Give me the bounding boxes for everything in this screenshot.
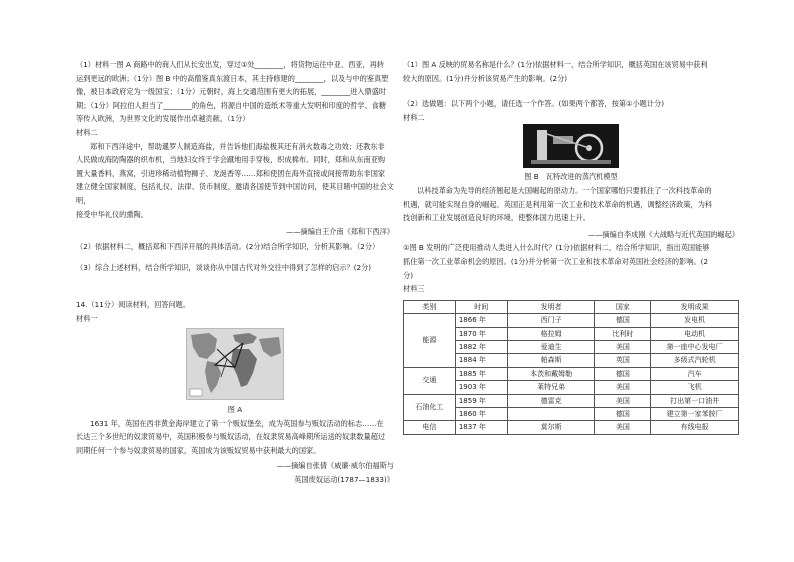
- figure-caption: 图 A: [227, 405, 243, 415]
- question-14-title: 14.（11分）阅读材料，回答问题。: [76, 299, 191, 309]
- text-line: ①图 B 发明的广泛使用推动人类进入什么时代？(1分)依据材料二，结合所学知识，指出英国能够: [403, 243, 710, 253]
- table-cell: 英国: [595, 354, 651, 367]
- table-row: [404, 421, 739, 434]
- text-line: 人民做成海防陶器的织布机，当地妇女终于学会蹴地用手穿梭，织成棉布。同时，郑和从东南亚购: [76, 155, 386, 165]
- text-line: 长达三个多世纪的奴隶贸易中，英国积极参与贩奴活动，在奴隶贸易高峰期所运送的奴隶数量超过: [76, 432, 386, 442]
- text-line: 技创新和工业发展创造良好的环境，使整体国力迅速上升。: [403, 213, 590, 223]
- table-cell: 比利时: [595, 327, 651, 340]
- source-citation: ——摘编自张倩《威廉·威尔伯福斯与: [276, 461, 394, 471]
- text-line: 运到更远的欧洲；（1分）图 B 中的高僧鉴真东渡日本，其主持修建的________，以及与中的鉴真塑: [76, 73, 389, 83]
- table-cell: 1884 年: [455, 354, 507, 367]
- table-cell: 莫尔斯: [507, 421, 595, 434]
- table-cell: 本茨和戴姆勒: [507, 367, 595, 380]
- category-cell: 石油化工: [404, 394, 456, 421]
- table-cell: [507, 407, 595, 420]
- text-line: （1）图 A 反映的贸易名称是什么？(1分)依据材料一，结合所学知识，概括英国在该贸易中获利: [403, 60, 708, 69]
- right-column: [403, 58, 739, 435]
- text-line: 1631 年，英国在西非黄金海岸建立了第一个贩奴堡垒，成为英国参与贩奴活动的标志……在: [90, 418, 384, 428]
- table-cell: 格拉姆: [507, 327, 595, 340]
- table-cell: 美国: [595, 421, 651, 434]
- material-heading: 材料二: [76, 127, 98, 137]
- trade-route-map-image: [186, 328, 284, 400]
- text-line: 等传入欧洲，为世界文化的发展作出卓越贡献。（1分）: [76, 114, 250, 124]
- table-row: [404, 394, 739, 407]
- table-header-row: [404, 300, 739, 313]
- table-header: 发明者: [507, 300, 595, 313]
- category-cell: 能源: [404, 314, 456, 368]
- table-header: 时间: [455, 300, 507, 313]
- material-two-text: [76, 140, 394, 222]
- question-2-choice: （2）选做题：以下两个小题，请任选一个作答。(如果两个都答，按第①小题计分): [403, 99, 665, 109]
- q1-left: [76, 58, 394, 126]
- table-cell: 莱特兄弟: [507, 381, 595, 394]
- source-citation: ——摘编自李成刚《大战略与近代英国的崛起》: [588, 229, 739, 239]
- table-cell: 帕森斯: [507, 354, 595, 367]
- q1-right: [403, 58, 739, 85]
- table-cell: 打出第一口油井: [651, 394, 739, 407]
- table-cell: 有线电报: [651, 421, 739, 434]
- source-citation: 英国废奴运动(1787—1833)》: [294, 475, 394, 485]
- table-cell: 美国: [595, 381, 651, 394]
- figure-caption: 图 B 瓦特改进的蒸汽机模型: [524, 172, 618, 182]
- table-cell: 1859 年: [455, 394, 507, 407]
- table-cell: 1870 年: [455, 327, 507, 340]
- sub-question-1: [403, 241, 739, 282]
- table-cell: 1885 年: [455, 367, 507, 380]
- table-cell: 美国: [595, 394, 651, 407]
- material-one-text: [76, 417, 394, 458]
- text-line: （1）材料一图 A 商路中的商人们从长安出发，穿过①处________，将货物运往中亚、西亚，再转: [76, 60, 385, 69]
- text-line: 同期任何一个参与奴隶贸易的国家，英国成为该贩奴贸易中获利最大的国家。: [76, 445, 321, 455]
- material-two-text: [403, 184, 739, 225]
- text-line: 置大量香料，燕窝，引进珍稀动植物狮子、龙涎香等……郑和使团在海外直接或间接帮助东非国家: [76, 168, 386, 178]
- table-cell: 1860 年: [455, 407, 507, 420]
- steam-engine-image: [523, 124, 619, 168]
- text-line: 期；（1分）阿拉伯人担当了________的角色，将源自中国的造纸术等重大发明和印度的哲学、食糖: [76, 100, 387, 110]
- table-cell: 1866 年: [455, 314, 507, 327]
- source-citation: ——摘编自王介南《郑和下西洋》: [286, 227, 394, 237]
- table-cell: 爱迪生: [507, 340, 595, 353]
- table-cell: 建立第一家苯胺厂: [651, 407, 739, 420]
- left-column: [76, 58, 394, 487]
- text-line: 抓住第一次工业革命机会的原因。(1分)并分析第一次工业和技术革命对英国社会经济的影响。(2: [403, 256, 709, 266]
- text-line: 机遇，就可能实现自身的崛起。英国正是利用第一次工业和技术革命的机遇，调整经济政策，为科: [403, 199, 713, 209]
- table-header: 国家: [595, 300, 651, 313]
- table-cell: 多级式汽轮机: [651, 354, 739, 367]
- material-heading: 材料一: [76, 313, 98, 323]
- material-heading: 材料三: [403, 284, 425, 294]
- text-line: 建立健全国家制度，包括礼仪、法律、货币制度，邀请各国使节到中国访问，使其目睹中国的社会文明，: [76, 182, 394, 205]
- table-row: [404, 367, 739, 380]
- table-cell: 电动机: [651, 327, 739, 340]
- table-row: [404, 314, 739, 327]
- category-cell: 交通: [404, 367, 456, 394]
- text-line: 郑和下西洋途中，帮助暹罗人制造海盐，并告诉他们海盐极其还有消火数毒之功效；还教东非: [90, 141, 385, 151]
- table-cell: 1903 年: [455, 381, 507, 394]
- material-heading: 材料二: [403, 112, 425, 122]
- table-header: 类别: [404, 300, 456, 313]
- table-cell: 西门子: [507, 314, 595, 327]
- table-cell: 1882 年: [455, 340, 507, 353]
- text-line: 以科技革命为先导的经济翘起是大国崛起的原动力。一个国家哪怕只要抓住了一次科技革命的: [417, 185, 712, 195]
- text-line: 分): [403, 270, 413, 280]
- table-cell: 1837 年: [455, 421, 507, 434]
- question-2: （2）依据材料二，概括郑和下西洋开展的具体活动。(2分)结合所学知识，分析其影响。（2分）: [76, 241, 380, 251]
- table-cell: 德雷克: [507, 394, 595, 407]
- text-line: 接受中华礼仪的熏陶。: [76, 209, 148, 219]
- question-3: （3）综合上述材料，结合所学知识，谈谈你从中国古代对外交往中得到了怎样的启示？(2分): [76, 263, 372, 273]
- table-cell: 第一座中心发电厂: [651, 340, 739, 353]
- table-cell: 美国: [595, 340, 651, 353]
- table-cell: 汽车: [651, 367, 739, 380]
- table-cell: 德国: [595, 407, 651, 420]
- table-cell: 飞机: [651, 381, 739, 394]
- category-cell: 电信: [404, 421, 456, 434]
- inventions-table: [403, 300, 739, 435]
- table-cell: 发电机: [651, 314, 739, 327]
- table-cell: 德国: [595, 314, 651, 327]
- table-header: 发明成果: [651, 300, 739, 313]
- table-cell: 德国: [595, 367, 651, 380]
- text-line: 像，被日本政府定为一级国宝；（1分）元朝时，海上交通范围有更大的拓展，________进入鼎盛时: [76, 87, 387, 97]
- text-line: 较大的原因。(1分)并分析该贸易产生的影响。(2分): [403, 73, 568, 83]
